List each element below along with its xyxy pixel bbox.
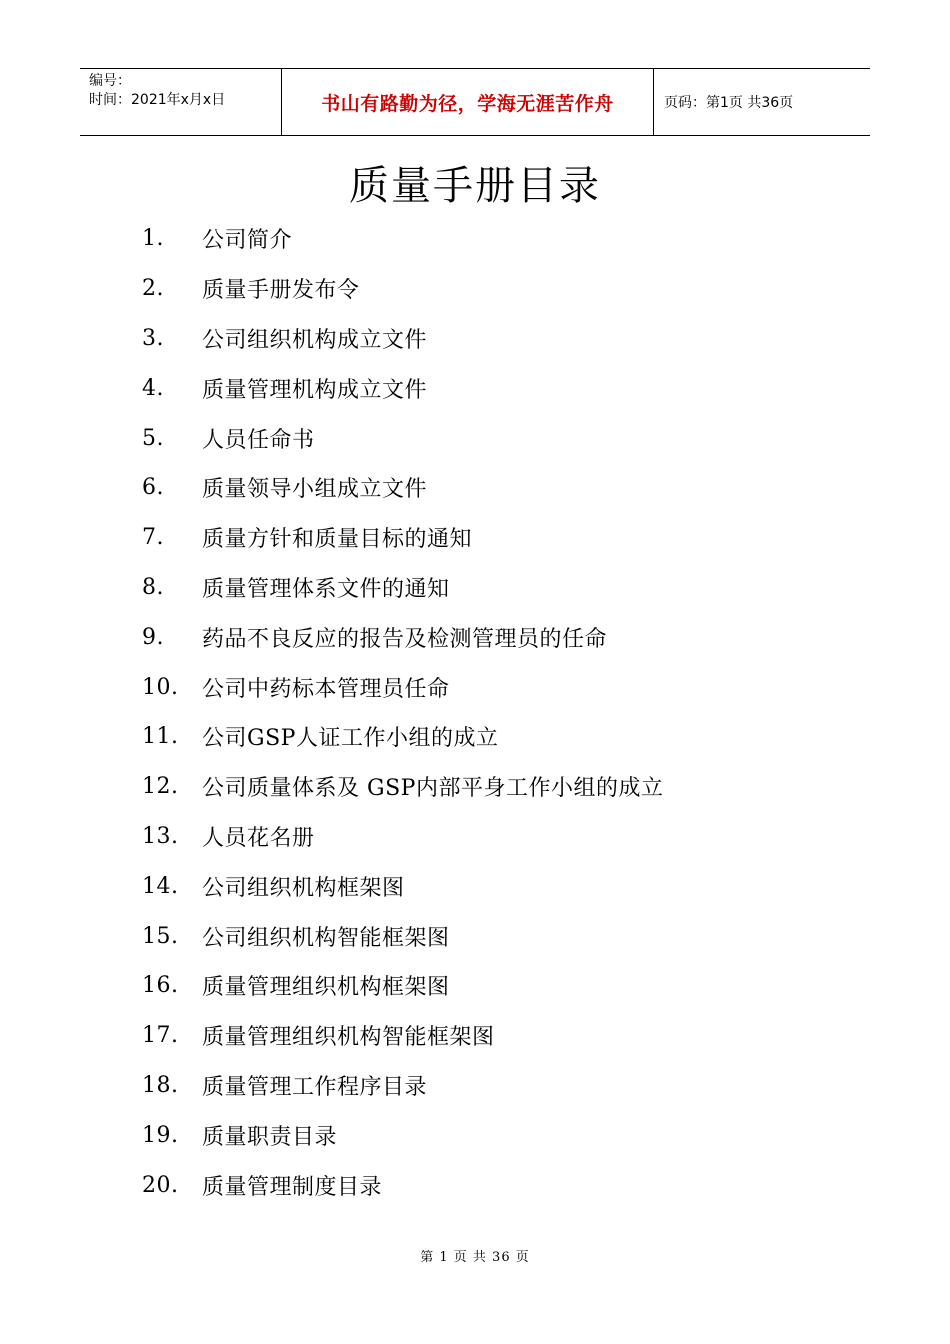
toc-item-text: 质量管理组织机构智能框架图 (202, 1025, 495, 1051)
toc-item-number: 6. (142, 475, 164, 501)
toc-item-text: 质量管理机构成立文件 (202, 377, 428, 403)
toc-item (142, 861, 842, 911)
toc-item-number: 15. (142, 923, 179, 949)
toc-item-text: 质量方针和质量目标的通知 (202, 527, 473, 553)
toc-item-number: 10. (142, 674, 179, 700)
toc-item (142, 214, 842, 264)
toc-item (142, 363, 842, 413)
toc-item-number: 3. (142, 325, 164, 351)
document-number-label: 编号： (89, 73, 131, 89)
toc-item (142, 612, 842, 662)
toc-item-text: 质量管理工作程序目录 (202, 1074, 428, 1100)
toc-item-number: 4. (142, 375, 164, 401)
toc-item-text: 公司质量体系及 GSP内部平身工作小组的成立 (202, 776, 664, 802)
toc-item-number: 11. (142, 724, 179, 750)
toc-item-text: 公司简介 (202, 228, 293, 254)
toc-item-number: 1. (142, 226, 164, 252)
toc-item-text: 人员花名册 (202, 825, 315, 851)
toc-item-number: 19. (142, 1122, 179, 1148)
toc-item-text: 公司中药标本管理员任命 (202, 676, 450, 702)
toc-item (142, 1110, 842, 1160)
toc-item-number: 17. (142, 1023, 179, 1049)
toc-item-text: 质量管理制度目录 (202, 1174, 383, 1200)
toc-item-text: 公司组织机构框架图 (202, 875, 405, 901)
toc-item (142, 712, 842, 762)
toc-item-number: 13. (142, 823, 179, 849)
toc-item-number: 2. (142, 276, 164, 302)
toc-item-text: 质量职责目录 (202, 1124, 338, 1150)
toc-item-text: 公司组织机构成立文件 (202, 327, 428, 353)
toc-item-number: 5. (142, 425, 164, 451)
toc-item-text: 质量管理体系文件的通知 (202, 576, 450, 602)
toc-item (142, 812, 842, 862)
toc-item (142, 314, 842, 364)
toc-item (142, 911, 842, 961)
toc-item-number: 7. (142, 525, 164, 551)
toc-item (142, 1160, 842, 1210)
toc-item-text: 公司GSP人证工作小组的成立 (202, 726, 499, 752)
toc-item-text: 质量手册发布令 (202, 278, 360, 304)
toc-item (142, 563, 842, 613)
toc-item (142, 1061, 842, 1111)
toc-item (142, 1011, 842, 1061)
toc-item-text: 质量领导小组成立文件 (202, 477, 428, 503)
toc-item (142, 413, 842, 463)
toc-item-number: 20. (142, 1172, 179, 1198)
header-motto: 书山有路勤为径，学海无涯苦作舟 (281, 69, 654, 135)
toc-item (142, 762, 842, 812)
table-of-contents (142, 214, 842, 1210)
toc-item-number: 12. (142, 774, 179, 800)
document-time-label: 时间：2021年x月x日 (89, 92, 226, 108)
toc-item-text: 公司组织机构智能框架图 (202, 925, 450, 951)
toc-item (142, 662, 842, 712)
toc-item-number: 9. (142, 624, 164, 650)
header-page-info: 页码：第1页 共36页 (664, 95, 794, 111)
toc-item-text: 质量管理组织机构框架图 (202, 975, 450, 1001)
toc-item-text: 人员任命书 (202, 427, 315, 453)
toc-item (142, 463, 842, 513)
toc-item (142, 513, 842, 563)
toc-item-number: 8. (142, 574, 164, 600)
toc-item-number: 16. (142, 973, 179, 999)
header-meta (80, 69, 281, 135)
toc-item-number: 18. (142, 1072, 179, 1098)
document-title: 质量手册目录 (349, 163, 601, 209)
toc-item-number: 14. (142, 873, 179, 899)
page-footer: 第 1 页 共 36 页 (420, 1250, 530, 1265)
toc-item (142, 961, 842, 1011)
toc-item-text: 药品不良反应的报告及检测管理员的任命 (202, 626, 608, 652)
page-header (80, 68, 870, 136)
toc-item (142, 264, 842, 314)
